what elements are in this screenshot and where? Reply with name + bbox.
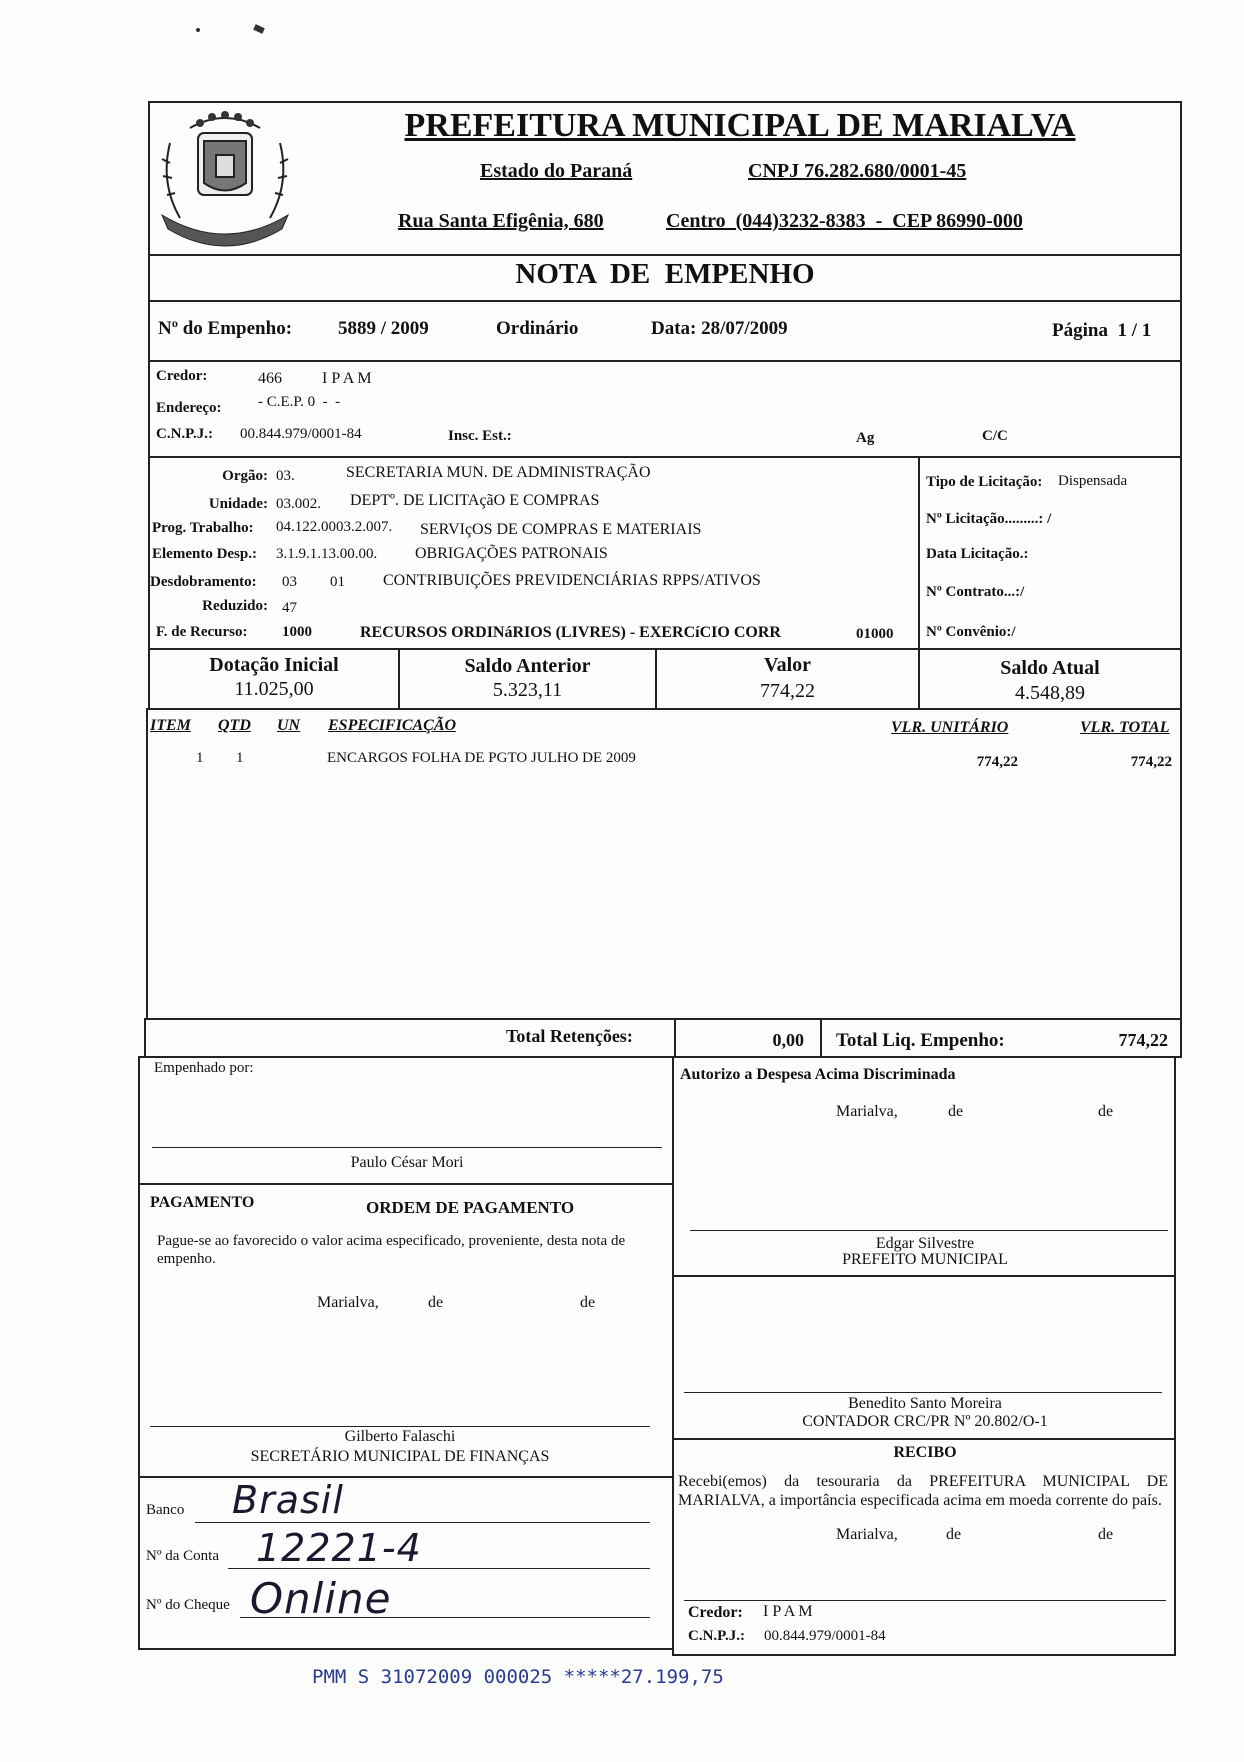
contador-divider — [674, 1438, 1176, 1440]
pagamento-de2: de — [580, 1294, 596, 1311]
prog-trabalho-code: 04.122.0003.2.007. — [276, 519, 393, 535]
cheque-label: Nº do Cheque — [146, 1597, 230, 1613]
desdobramento-code2: 01 — [330, 574, 345, 590]
cnpj-header: CNPJ 76.282.680/0001-45 — [748, 160, 967, 182]
recibo-sign-line — [684, 1600, 1166, 1601]
conta-handwritten: 12221-4 — [256, 1526, 422, 1570]
autorizo-label: Autorizo a Despesa Acima Discriminada — [680, 1066, 956, 1083]
agencia-label: Ag — [856, 430, 875, 446]
insc-est-label: Insc. Est.: — [448, 428, 512, 444]
autorizo-sign-line — [690, 1230, 1168, 1231]
credor-label: Credor: — [156, 368, 208, 384]
pagamento-de1: de — [428, 1294, 444, 1311]
banco-divider — [140, 1476, 672, 1478]
prefeito-title: PREFEITO MUNICIPAL — [842, 1251, 1008, 1268]
empenhado-sign-line — [152, 1147, 662, 1148]
scan-mark — [253, 24, 265, 34]
empenho-type: Ordinário — [496, 318, 579, 339]
dotacao-value: 11.025,00 — [234, 678, 314, 700]
recurso-desc: RECURSOS ORDINáRIOS (LIVRES) - EXERCíCIO CORR — [360, 624, 781, 641]
credor-cnpj-value: 00.844.979/0001-84 — [240, 426, 362, 442]
empenho-date: Data: 28/07/2009 — [651, 318, 788, 339]
recibo-text: Recebi(emos) da tesouraria da PREFEITURA MUNICIPAL DE MARIALVA, a importância especificada acima em moeda corrente do país. — [678, 1473, 1168, 1509]
orcamento-divider — [918, 458, 920, 648]
contador-title: CONTADOR CRC/PR Nº 20.802/O-1 — [802, 1413, 1048, 1430]
retencoes-value: 0,00 — [772, 1030, 804, 1050]
contact-header: Centro (044)3232-8383 - CEP 86990-000 — [666, 210, 1023, 232]
empenho-number: 5889 / 2009 — [338, 318, 429, 339]
dotacao-label: Dotação Inicial — [209, 654, 339, 676]
scan-mark — [196, 28, 200, 32]
col-un-header: UN — [277, 717, 301, 734]
credor-cnpj-label: C.N.P.J.: — [156, 426, 213, 442]
elemento-desp-desc: OBRIGAÇÕES PATRONAIS — [415, 545, 608, 562]
autorizo-de2: de — [1098, 1103, 1114, 1120]
convenio-label: Nº Convênio:/ — [926, 624, 1016, 640]
elemento-desp-code: 3.1.9.1.13.00.00. — [276, 546, 378, 562]
licitacao-tipo-label: Tipo de Licitação: — [926, 474, 1043, 490]
retencoes-label: Total Retenções: — [506, 1026, 633, 1046]
endereco-label: Endereço: — [156, 400, 222, 416]
doc-title: NOTA DE EMPENHO — [515, 258, 815, 290]
row-total: 774,22 — [1130, 754, 1172, 770]
desdobramento-desc: CONTRIBUIÇÕES PREVIDENCIÁRIAS RPPS/ATIVOS — [383, 572, 761, 589]
desdobramento-label: Desdobramento: — [150, 574, 257, 590]
licitacao-data-label: Data Licitação.: — [926, 546, 1029, 562]
saldo-atual-label: Saldo Atual — [1000, 657, 1100, 679]
state-name: Estado do Paraná — [480, 160, 633, 182]
prog-trabalho-label: Prog. Trabalho: — [152, 520, 254, 536]
unidade-desc: DEPTº. DE LICITAçãO E COMPRAS — [350, 492, 600, 509]
saldo-atual-value: 4.548,89 — [1015, 682, 1085, 704]
cheque-handwritten: Online — [250, 1574, 392, 1623]
pagamento-city: Marialva, — [317, 1294, 379, 1311]
liquido-label: Total Liq. Empenho: — [836, 1030, 1005, 1051]
prog-trabalho-desc: SERVIçOS DE COMPRAS E MATERIAIS — [420, 521, 702, 538]
ordem-pagamento-title: ORDEM DE PAGAMENTO — [366, 1198, 575, 1217]
licitacao-tipo-value: Dispensada — [1058, 473, 1128, 489]
contrato-label: Nº Contrato...:/ — [926, 584, 1025, 600]
banco-line — [195, 1522, 650, 1523]
credor-code: 466 — [258, 370, 282, 387]
recibo-de2: de — [1098, 1526, 1114, 1543]
lower-right-box — [672, 1056, 1176, 1656]
totals-divider-2 — [820, 1020, 822, 1056]
unidade-code: 03.002. — [276, 496, 321, 512]
banco-label: Banco — [146, 1502, 185, 1518]
valor-value: 774,22 — [760, 680, 815, 702]
totals-divider-1 — [674, 1020, 676, 1056]
col-unit-header: VLR. UNITÁRIO — [891, 719, 1009, 736]
col-espec-header: ESPECIFICAÇÃO — [328, 717, 457, 734]
pagamento-text: Pague-se ao favorecido o valor acima especificado, proveniente, desta nota de empenho. — [157, 1233, 626, 1267]
pagamento-signer-title: SECRETÁRIO MUNICIPAL DE FINANÇAS — [250, 1448, 550, 1465]
recibo-label: RECIBO — [893, 1444, 957, 1461]
recurso-code: 1000 — [282, 624, 312, 640]
autorizo-de1: de — [948, 1103, 964, 1120]
empenho-number-label: Nº do Empenho: — [158, 318, 293, 339]
recibo-credor-value: I P A M — [763, 1603, 813, 1620]
banco-handwritten: Brasil — [232, 1478, 344, 1522]
pagamento-sign-line — [150, 1426, 650, 1427]
coat-of-arms-logo — [150, 103, 300, 251]
endereco-value: - C.E.P. 0 - - — [258, 394, 341, 410]
conta-label: Nº da Conta — [146, 1548, 219, 1564]
totals-box — [144, 1018, 1182, 1058]
conta-corrente-label: C/C — [982, 428, 1008, 444]
orgao-code: 03. — [276, 468, 295, 484]
contador-sign-line — [684, 1392, 1162, 1393]
valor-label: Valor — [763, 654, 812, 676]
orgao-label: Orgão: — [222, 468, 268, 484]
prefeito-name: Edgar Silvestre — [875, 1235, 975, 1252]
empenhado-label: Empenhado por: — [154, 1060, 254, 1076]
pagamento-signer-name: Gilberto Falaschi — [344, 1428, 456, 1445]
liquido-value: 774,22 — [1118, 1030, 1168, 1050]
empenhado-name: Paulo César Mori — [350, 1154, 464, 1171]
saldo-anterior-value: 5.323,11 — [492, 679, 563, 701]
recibo-de1: de — [946, 1526, 962, 1543]
address-header: Rua Santa Efigênia, 680 — [398, 210, 604, 232]
autorizo-divider — [674, 1275, 1176, 1277]
recibo-credor-label: Credor: — [688, 1604, 743, 1621]
unidade-label: Unidade: — [208, 496, 268, 512]
saldo-anterior-label: Saldo Anterior — [464, 655, 591, 677]
row-espec: ENCARGOS FOLHA DE PGTO JULHO DE 2009 — [327, 750, 636, 766]
reduzido-value: 47 — [282, 600, 297, 616]
empenhado-divider — [140, 1183, 672, 1185]
pagamento-label: PAGAMENTO — [150, 1194, 255, 1211]
row-qtd: 1 — [236, 750, 244, 766]
items-region-right — [1180, 708, 1182, 1020]
items-region — [146, 708, 148, 1020]
payment-stamp: PMM S 31072009 000025 *****27.199,75 — [312, 1666, 724, 1688]
col-total-header: VLR. TOTAL — [1080, 719, 1170, 736]
col-qtd-header: QTD — [218, 717, 251, 734]
licitacao-num-label: Nº Licitação.........: / — [926, 511, 1052, 527]
row-unit: 774,22 — [976, 754, 1018, 770]
recibo-cnpj-value: 00.844.979/0001-84 — [764, 1628, 886, 1644]
reduzido-label: Reduzido: — [202, 598, 268, 614]
contador-name: Benedito Santo Moreira — [848, 1395, 1002, 1412]
recurso-num: 01000 — [856, 626, 894, 642]
elemento-desp-label: Elemento Desp.: — [152, 546, 257, 562]
recibo-cnpj-label: C.N.P.J.: — [688, 1628, 745, 1644]
recibo-city: Marialva, — [836, 1526, 898, 1543]
desdobramento-code1: 03 — [282, 574, 297, 590]
page-number: Página 1 / 1 — [1052, 320, 1152, 341]
row-item: 1 — [196, 750, 204, 766]
autorizo-city: Marialva, — [836, 1103, 898, 1120]
orgao-desc: SECRETARIA MUN. DE ADMINISTRAÇÃO — [346, 464, 651, 481]
municipality-title: PREFEITURA MUNICIPAL DE MARIALVA — [404, 107, 1076, 144]
credor-name: I P A M — [322, 370, 372, 387]
col-item-header: ITEM — [150, 717, 191, 734]
recurso-label: F. de Recurso: — [156, 624, 248, 640]
